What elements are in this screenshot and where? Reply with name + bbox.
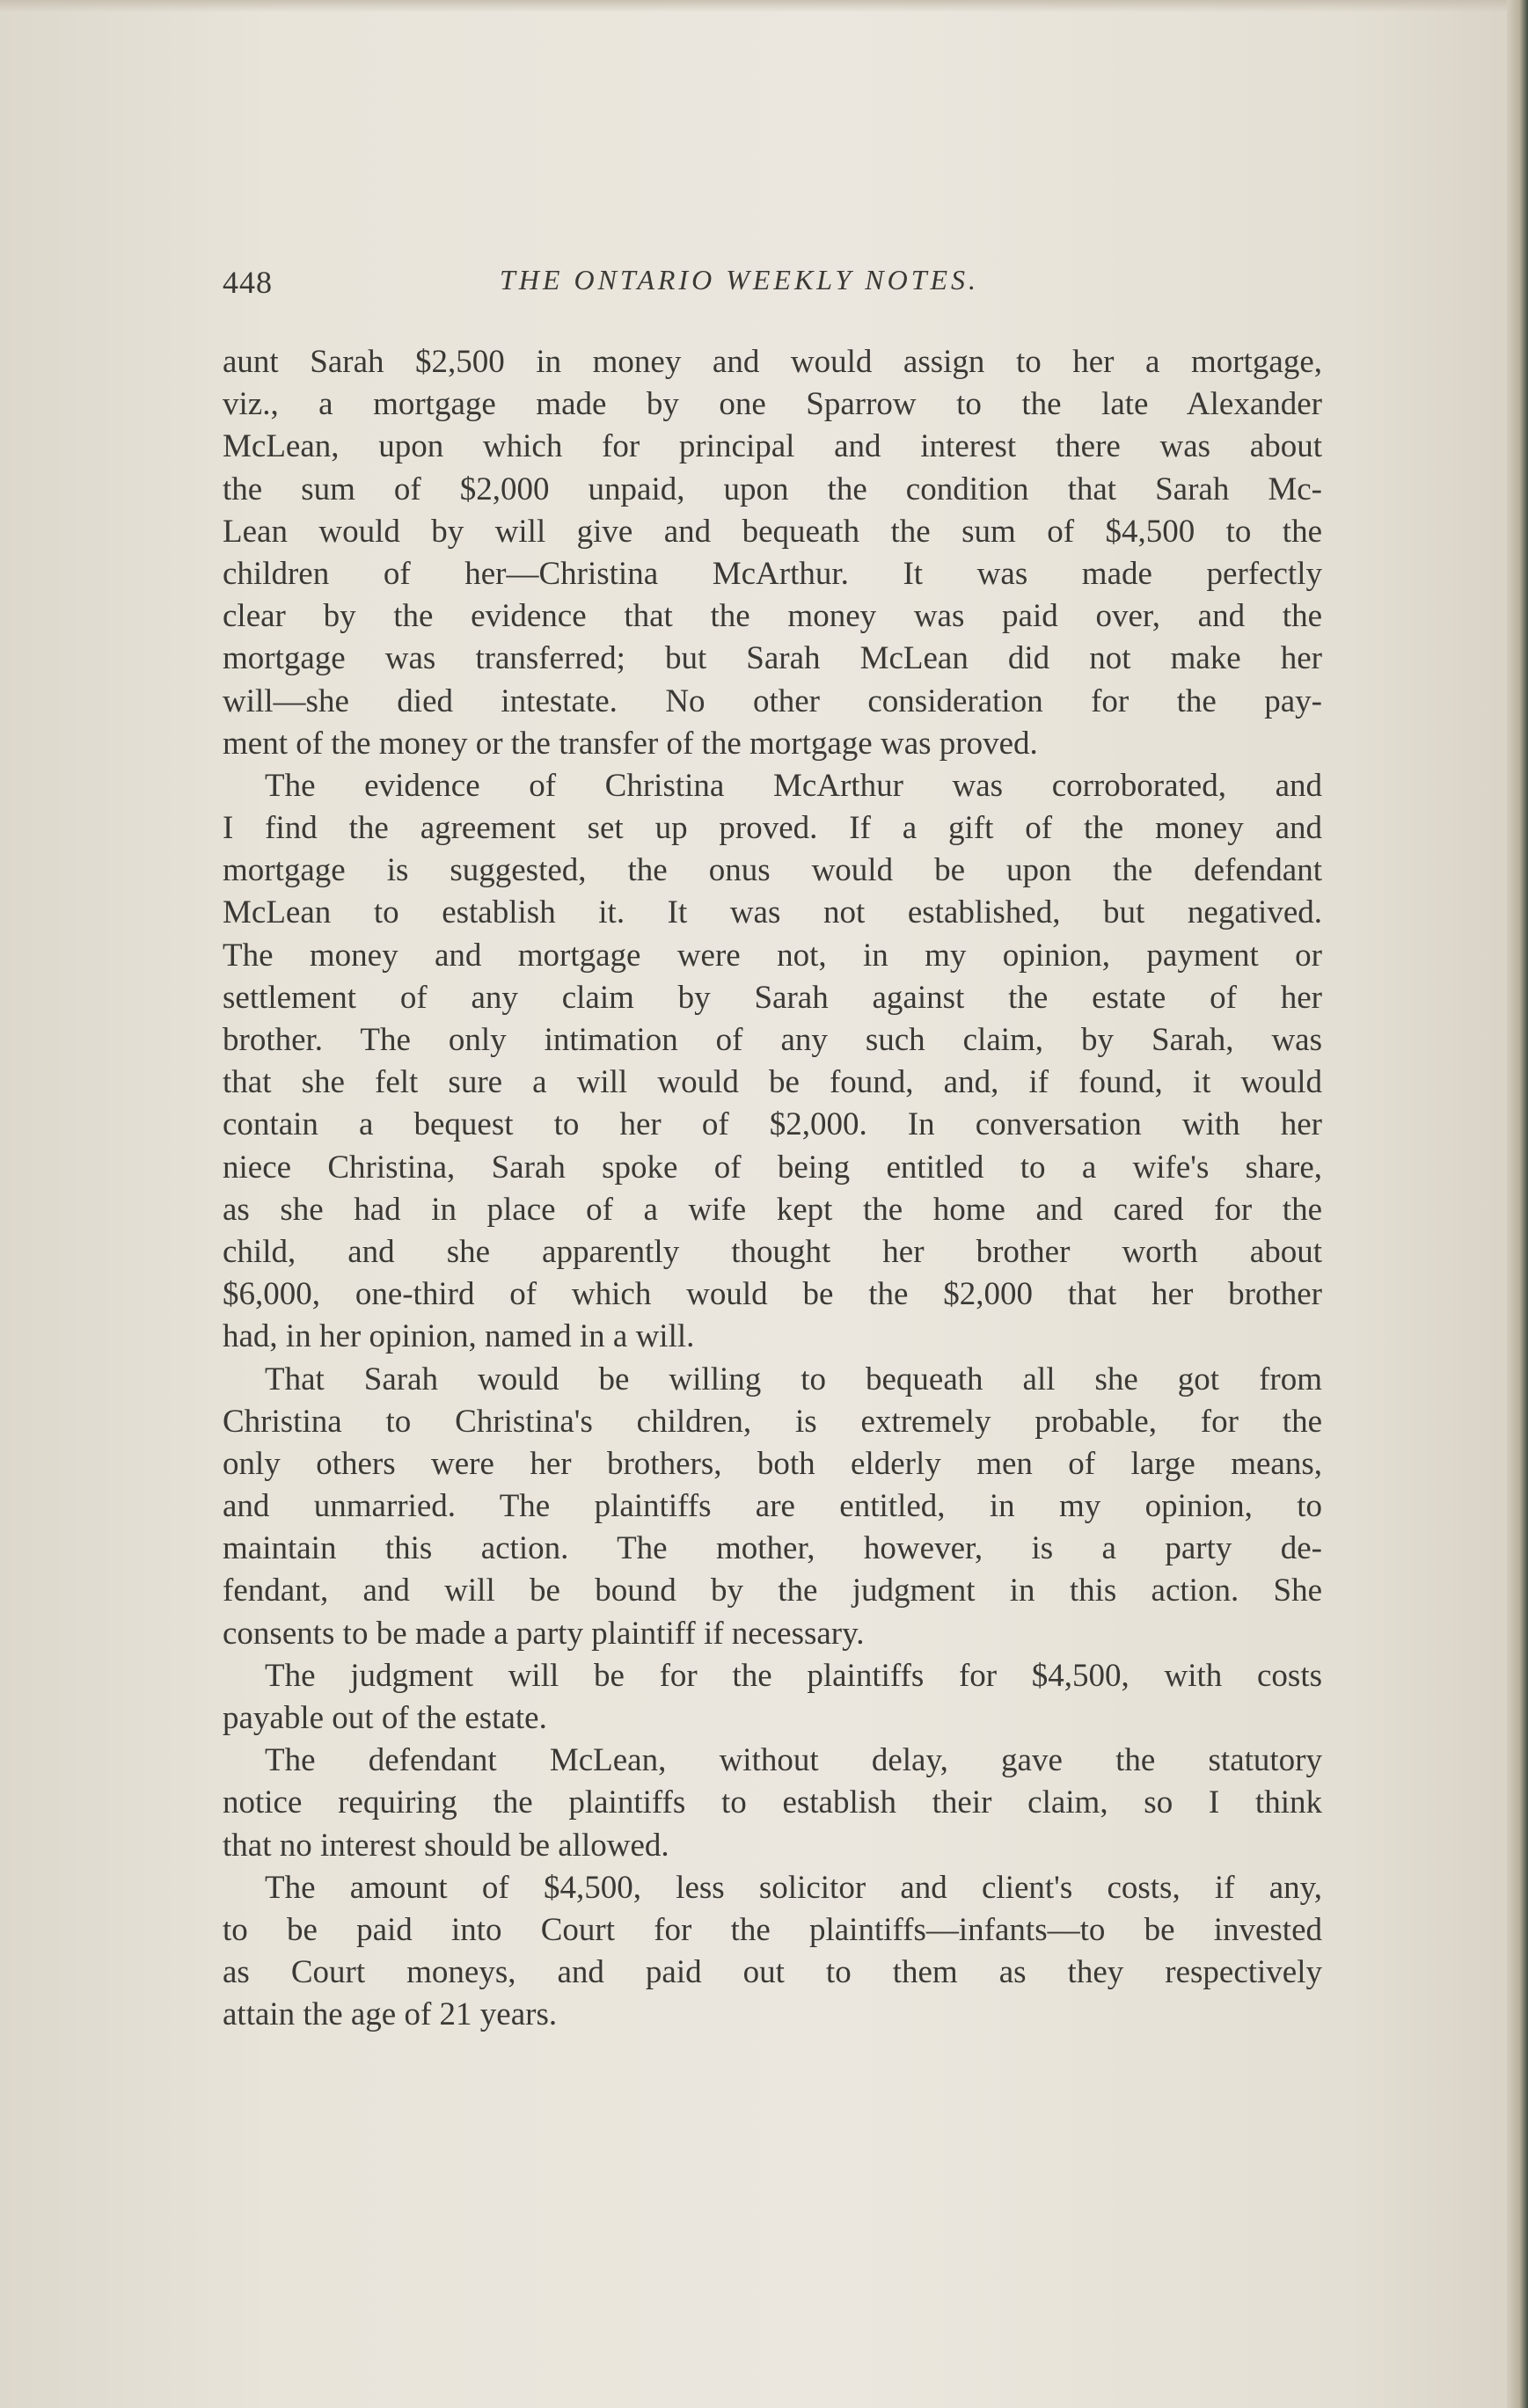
text-line: viz., a mortgage made by one Sparrow to the late Alexander xyxy=(223,386,1322,423)
body-text xyxy=(223,341,1322,2037)
paragraph xyxy=(223,1359,1322,1655)
text-line: the sum of $2,000 unpaid, upon the condition that Sarah Mc- xyxy=(223,471,1322,507)
text-line: that no interest should be allowed. xyxy=(223,1827,669,1864)
text-line: will—she died intestate. No other consideration for the pay- xyxy=(223,682,1322,719)
text-line: The judgment will be for the plaintiffs for $4,500, with costs xyxy=(265,1657,1322,1694)
text-line: attain the age of 21 years. xyxy=(223,1996,558,2033)
text-line: Lean would by will give and bequeath the sum of $4,500 to the xyxy=(223,513,1322,550)
page-top-shadow xyxy=(0,0,1528,12)
text-line: aunt Sarah $2,500 in money and would assign to her a mortgage, xyxy=(223,344,1322,380)
text-line: as she had in place of a wife kept the home and cared for the xyxy=(223,1191,1322,1228)
text-line: payable out of the estate. xyxy=(223,1700,547,1736)
text-line: consents to be made a party plaintiff if necessary. xyxy=(223,1615,865,1652)
text-line: The money and mortgage were not, in my opinion, payment or xyxy=(223,937,1322,974)
text-line: notice requiring the plaintiffs to establish their claim, so I think xyxy=(223,1784,1322,1821)
text-line: niece Christina, Sarah spoke of being entitled to a wife's share, xyxy=(223,1149,1322,1186)
text-line: to be paid into Court for the plaintiffs—infants—to be invested xyxy=(223,1911,1322,1948)
paragraph xyxy=(223,1740,1322,1867)
text-line: mortgage is suggested, the onus would be upon the defendant xyxy=(223,852,1322,889)
text-line: mortgage was transferred; but Sarah McLean did not make her xyxy=(223,640,1322,677)
text-line: The amount of $4,500, less solicitor and client's costs, if any, xyxy=(265,1869,1322,1906)
journal-title: THE ONTARIO WEEKLY NOTES. xyxy=(500,264,980,296)
text-line: contain a bequest to her of $2,000. In conversation with her xyxy=(223,1106,1322,1143)
text-line: clear by the evidence that the money was paid over, and the xyxy=(223,598,1322,635)
text-line: That Sarah would be willing to bequeath all she got from xyxy=(265,1361,1322,1397)
text-line: The evidence of Christina McArthur was corroborated, and xyxy=(265,767,1322,804)
paragraph xyxy=(223,1867,1322,2037)
text-line: McLean, upon which for principal and interest there was about xyxy=(223,428,1322,465)
running-head xyxy=(223,264,1305,308)
paragraph xyxy=(223,341,1322,765)
text-line: ment of the money or the transfer of the mortgage was proved. xyxy=(223,725,1038,762)
text-line: The defendant McLean, without delay, gave the statutory xyxy=(265,1742,1322,1779)
text-line: maintain this action. The mother, however, is a party de- xyxy=(223,1530,1322,1567)
text-line: as Court moneys, and paid out to them as they respectively xyxy=(223,1954,1322,1991)
text-line: that she felt sure a will would be found, and, if found, it would xyxy=(223,1064,1322,1101)
text-line: brother. The only intimation of any such claim, by Sarah, was xyxy=(223,1022,1322,1058)
text-line: settlement of any claim by Sarah against the estate of her xyxy=(223,979,1322,1016)
text-line: had, in her opinion, named in a will. xyxy=(223,1318,695,1355)
text-line: only others were her brothers, both elderly men of large means, xyxy=(223,1445,1322,1482)
text-line: Christina to Christina's children, is extremely probable, for the xyxy=(223,1403,1322,1440)
text-line: children of her—Christina McArthur. It was made perfectly xyxy=(223,555,1322,592)
text-line: I find the agreement set up proved. If a gift of the money and xyxy=(223,810,1322,847)
paragraph xyxy=(223,1655,1322,1740)
text-line: $6,000, one-third of which would be the $2,000 that her brother xyxy=(223,1276,1322,1313)
text-line: McLean to establish it. It was not established, but negatived. xyxy=(223,894,1322,931)
paragraph xyxy=(223,765,1322,1359)
book-binding-edge xyxy=(1507,0,1528,2408)
text-line: fendant, and will be bound by the judgment in this action. She xyxy=(223,1572,1322,1609)
text-line: and unmarried. The plaintiffs are entitled, in my opinion, to xyxy=(223,1488,1322,1525)
page-number: 448 xyxy=(223,265,273,300)
text-line: child, and she apparently thought her brother worth about xyxy=(223,1233,1322,1270)
